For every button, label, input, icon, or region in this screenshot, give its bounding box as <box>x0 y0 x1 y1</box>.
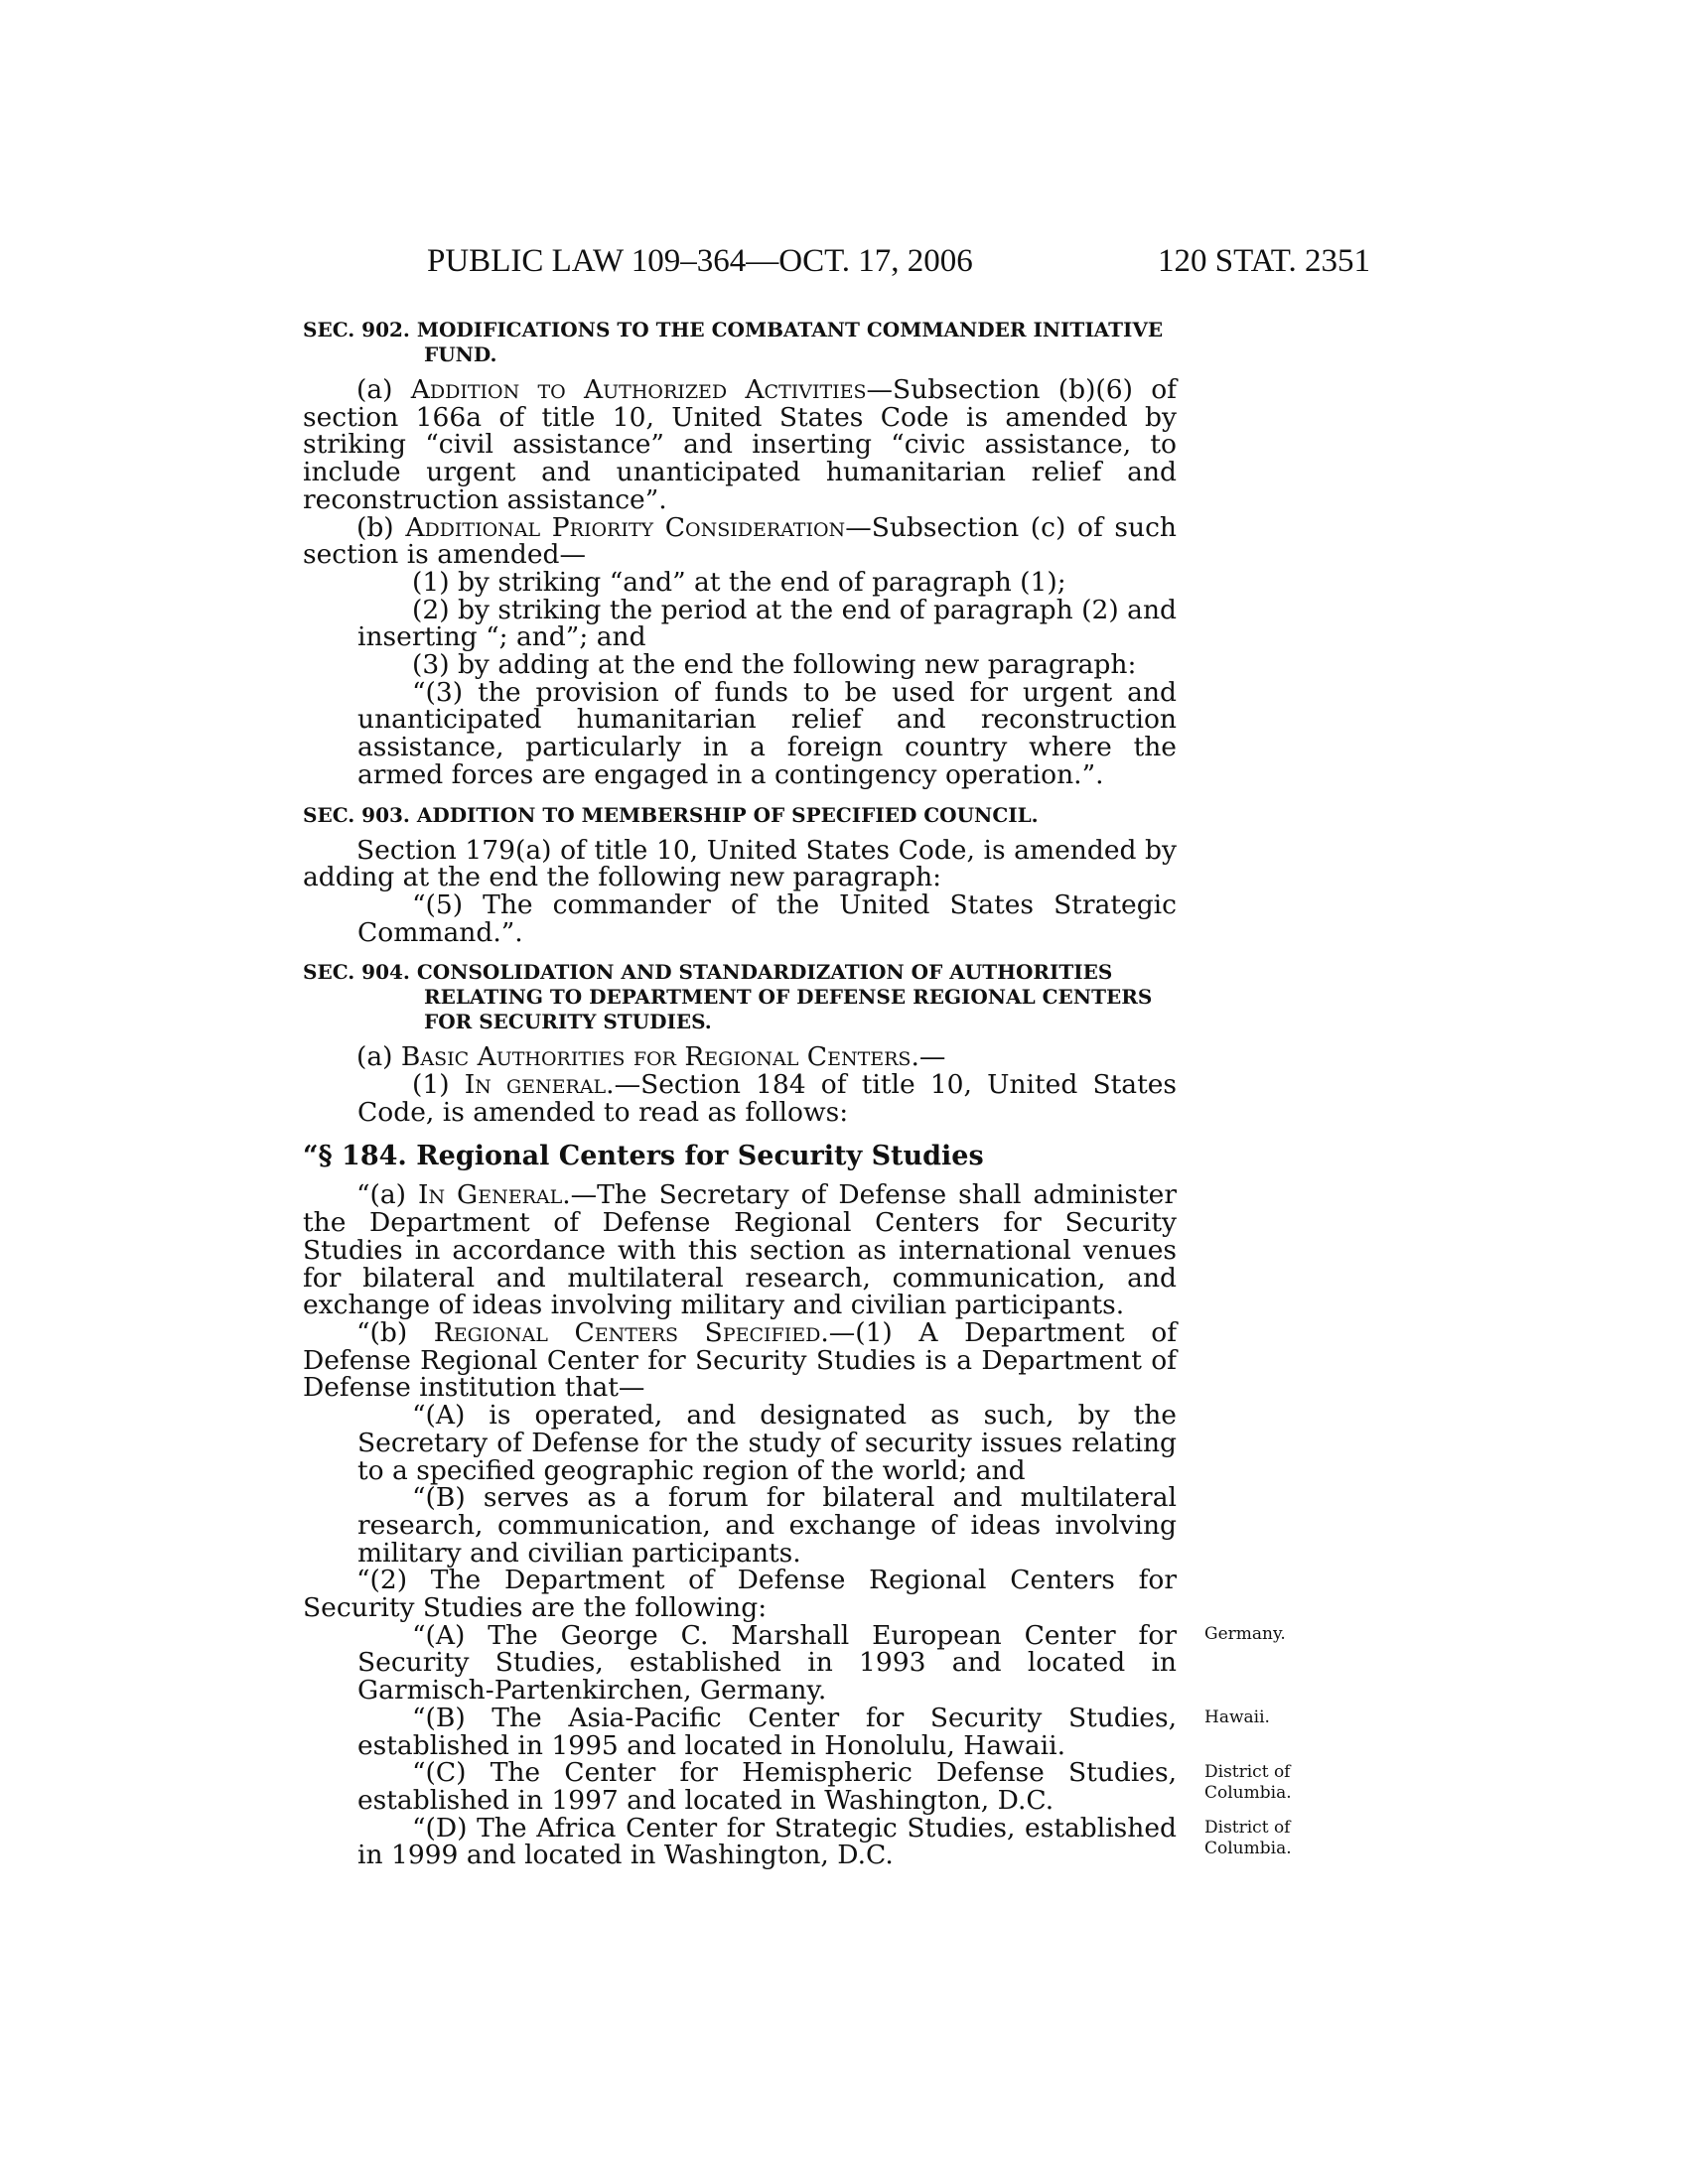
sec-903-text: Section 179(a) of title 10, United States Code, is amended by adding at the end the following new paragraph: <box>303 834 1177 893</box>
document-body <box>303 318 1292 1871</box>
stat-page-number: 120 STAT. 2351 <box>1157 243 1370 279</box>
sec-902-b-text: —Subsection (c) of such section is amended— <box>303 511 1177 571</box>
public-law-citation: PUBLIC LAW 109–364—OCT. 17, 2006 <box>427 243 973 279</box>
section-184-subsection-a: “(a) In General.—The Secretary of Defense shall administer the Department of Defense Regional Centers for Security Studies in accordance with this section as international venues for bilateral and multilateral research, communication, and exchange of ideas involving military and civilian participants. <box>303 1179 1177 1321</box>
center-africa: “(D) The Africa Center for Strategic Studies, established in 1999 and located in Washington, D.C. <box>357 1812 1177 1871</box>
section-184-b-clause-B: “(B) serves as a forum for bilateral and multilateral research, communication, and exchange of ideas involving military and civilian participants. <box>357 1482 1177 1569</box>
section-184-b-caption: Regional Centers Specified <box>433 1316 821 1348</box>
center-marshall: “(A) The George C. Marshall European Center for Security Studies, established in 1993 and located in Garmisch-Partenkirchen, Germany. <box>357 1619 1177 1706</box>
section-184-b-clause-A: “(A) is operated, and designated as such, by the Secretary of Defense for the study of security issues relating to a specified geographic region of the world; and <box>357 1400 1177 1486</box>
sec-902-subsection-a: (a) Addition to Authorized Activities—Subsection (b)(6) of section 166a of title 10, United States Code is amended by striking “civil assistance” and inserting “civic assistance, to include urgent and unanticipated humanitarian relief and reconstruction assistance”. <box>303 374 1177 515</box>
sec-902-paragraph-2: (2) by striking the period at the end of paragraph (2) and inserting “; and”; and <box>357 594 1177 653</box>
margin-note-germany: Germany. <box>1204 1623 1286 1644</box>
sec-904-paragraph-1: (1) In general.—Section 184 of title 10, United States Code, is amended to read as follows: <box>357 1069 1177 1128</box>
sec-904-subsection-a: (a) Basic Authorities for Regional Centers.— <box>356 1041 946 1073</box>
sec-904-heading: SEC. 904. CONSOLIDATION AND STANDARDIZATION OF AUTHORITIES RELATING TO DEPARTMENT OF DEFENSE REGIONAL CENTERS FOR SECURITY STUDIES. <box>303 960 1153 1034</box>
center-list-item <box>303 1619 1286 1706</box>
sec-902-subsection-b: (b) Additional Priority Consideration—Subsection (c) of such section is amended— <box>303 511 1177 571</box>
center-list-item <box>303 1702 1270 1761</box>
sec-904-a-dash: .— <box>911 1041 946 1073</box>
sec-904-a-caption: Basic Authorities for Regional Centers <box>400 1041 912 1073</box>
section-184-a-text: .—The Secretary of Defense shall administer the Department of Defense Regional Centers for Security Studies in accordance with this section as international venues for bilateral and multilateral research, communication, and exchange of ideas involving military and civilian participants. <box>303 1179 1177 1321</box>
sec-902-paragraph-1: (1) by striking “and” at the end of paragraph (1); <box>412 566 1066 598</box>
sec-904-p1-text: .—Section 184 of title 10, United States Code, is amended to read as follows: <box>357 1069 1177 1128</box>
section-184-a-caption: In General <box>418 1179 563 1211</box>
sec-902-a-caption: Addition to Authorized Activities <box>410 374 867 405</box>
center-list-item <box>303 1757 1292 1816</box>
sec-902-new-paragraph-quote: “(3) the provision of funds to be used for urgent and unanticipated humanitarian relief and reconstruction assistance, particularly in a foreign country where the armed forces are engaged in a contingency operation.”. <box>357 676 1177 790</box>
sec-902-heading: SEC. 902. MODIFICATIONS TO THE COMBATANT COMMANDER INITIATIVE FUND. <box>303 318 1164 366</box>
margin-note-district-of-columbia: District of Columbia. <box>1204 1762 1292 1804</box>
section-184-b-paragraph-2: “(2) The Department of Defense Regional Centers for Security Studies are the following: <box>303 1565 1177 1624</box>
center-asia-pacific: “(B) The Asia-Pacific Center for Security Studies, established in 1995 and located in Honolulu, Hawaii. <box>357 1702 1177 1761</box>
margin-note-hawaii: Hawaii. <box>1204 1706 1270 1727</box>
center-hemispheric: “(C) The Center for Hemispheric Defense Studies, established in 1997 and located in Washington, D.C. <box>357 1757 1177 1816</box>
margin-note-district-of-columbia: District of Columbia. <box>1204 1817 1292 1858</box>
sec-903-quote: “(5) The commander of the United States Strategic Command.”. <box>357 888 1177 948</box>
sec-903-heading: SEC. 903. ADDITION TO MEMBERSHIP OF SPECIFIED COUNCIL. <box>303 802 1039 827</box>
section-184-b-text: .—(1) A Department of Defense Regional Center for Security Studies is a Department of Defense institution that— <box>303 1316 1177 1404</box>
section-184-subsection-b: “(b) Regional Centers Specified.—(1) A Department of Defense Regional Center for Security Studies is a Department of Defense institution that— <box>303 1316 1177 1404</box>
sec-902-paragraph-3: (3) by adding at the end the following new paragraph: <box>412 649 1137 681</box>
sec-902-a-text: —Subsection (b)(6) of section 166a of title 10, United States Code is amended by striking “civil assistance” and inserting “civic assistance, to include urgent and unanticipated humanitarian relief and reconstruction assistance”. <box>303 374 1177 515</box>
center-list-item <box>303 1812 1292 1871</box>
section-184-heading: “§ 184. Regional Centers for Security Studies <box>303 1141 984 1172</box>
page-header <box>298 243 1370 291</box>
sec-904-p1-caption: In general <box>464 1069 607 1101</box>
sec-902-b-caption: Additional Priority Consideration <box>405 511 846 543</box>
